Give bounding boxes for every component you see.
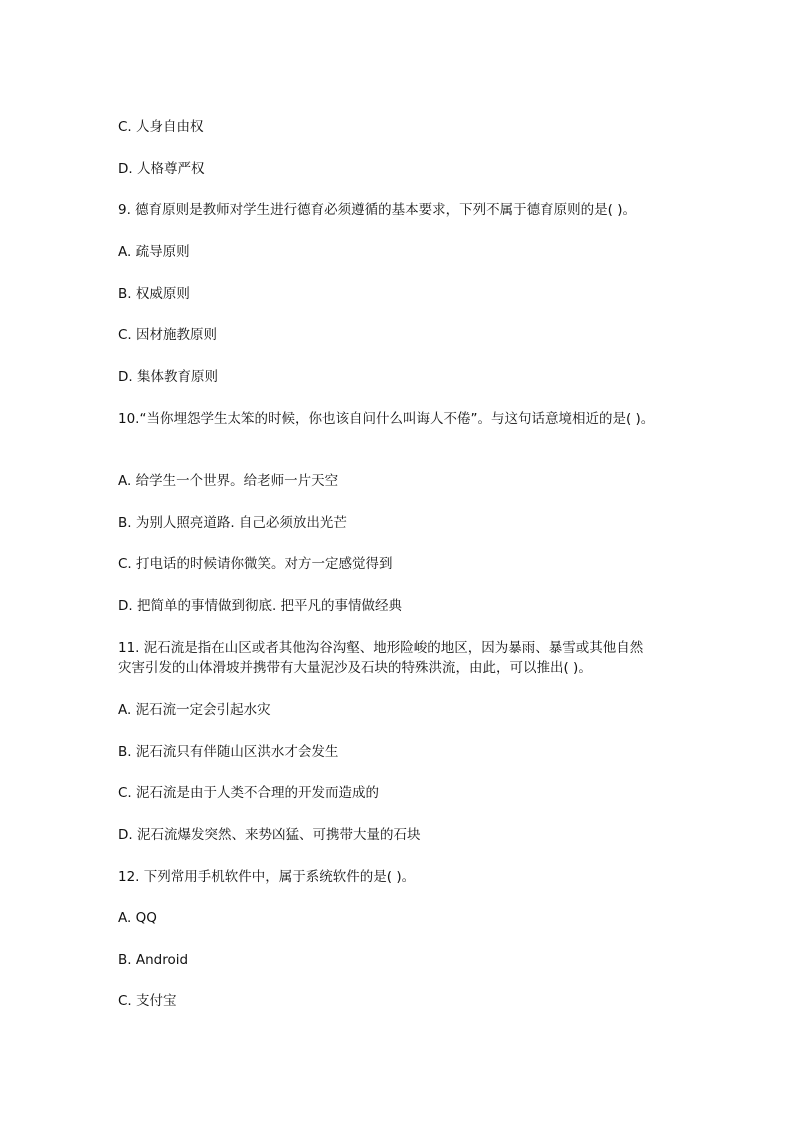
- q10-option-d: D. 把简单的事情做到彻底. 把平凡的事情做经典: [118, 598, 403, 614]
- q9-option-c: C. 因材施教原则: [118, 327, 218, 343]
- q10-question: 10.“当你埋怨学生太笨的时候，你也该自问什么叫诲人不倦”。与这句话意境相近的是( )。: [118, 411, 655, 427]
- q11-question-line1: 11. 泥石流是指在山区或者其他沟谷沟壑、地形险峻的地区，因为暴雨、暴雪或其他自然: [118, 640, 644, 656]
- q9-option-d: D. 集体教育原则: [118, 369, 218, 385]
- q10-option-c: C. 打电话的时候请你微笑。对方一定感觉得到: [118, 556, 393, 572]
- q11-question-line2: 灾害引发的山体滑坡并携带有大量泥沙及石块的特殊洪流，由此，可以推出( )。: [118, 660, 592, 676]
- q10-option-b: B. 为别人照亮道路. 自己必须放出光芒: [118, 515, 347, 531]
- q8-option-d: D. 人格尊严权: [118, 161, 205, 177]
- q9-question: 9. 德育原则是教师对学生进行德育必须遵循的基本要求，下列不属于德育原则的是( )。: [118, 202, 636, 218]
- q12-option-a: A. QQ: [118, 910, 157, 926]
- q8-option-c: C. 人身自由权: [118, 119, 204, 135]
- q11-option-a: A. 泥石流一定会引起水灾: [118, 702, 271, 718]
- q9-option-a: A. 疏导原则: [118, 244, 190, 260]
- q10-option-a: A. 给学生一个世界。给老师一片天空: [118, 473, 339, 489]
- q12-question: 12. 下列常用手机软件中，属于系统软件的是( )。: [118, 869, 416, 885]
- q11-option-b: B. 泥石流只有伴随山区洪水才会发生: [118, 744, 339, 760]
- q12-option-b: B. Android: [118, 952, 189, 968]
- q9-option-b: B. 权威原则: [118, 286, 190, 302]
- q11-option-d: D. 泥石流爆发突然、来势凶猛、可携带大量的石块: [118, 827, 421, 843]
- q12-option-c: C. 支付宝: [118, 993, 177, 1009]
- q11-option-c: C. 泥石流是由于人类不合理的开发而造成的: [118, 785, 380, 801]
